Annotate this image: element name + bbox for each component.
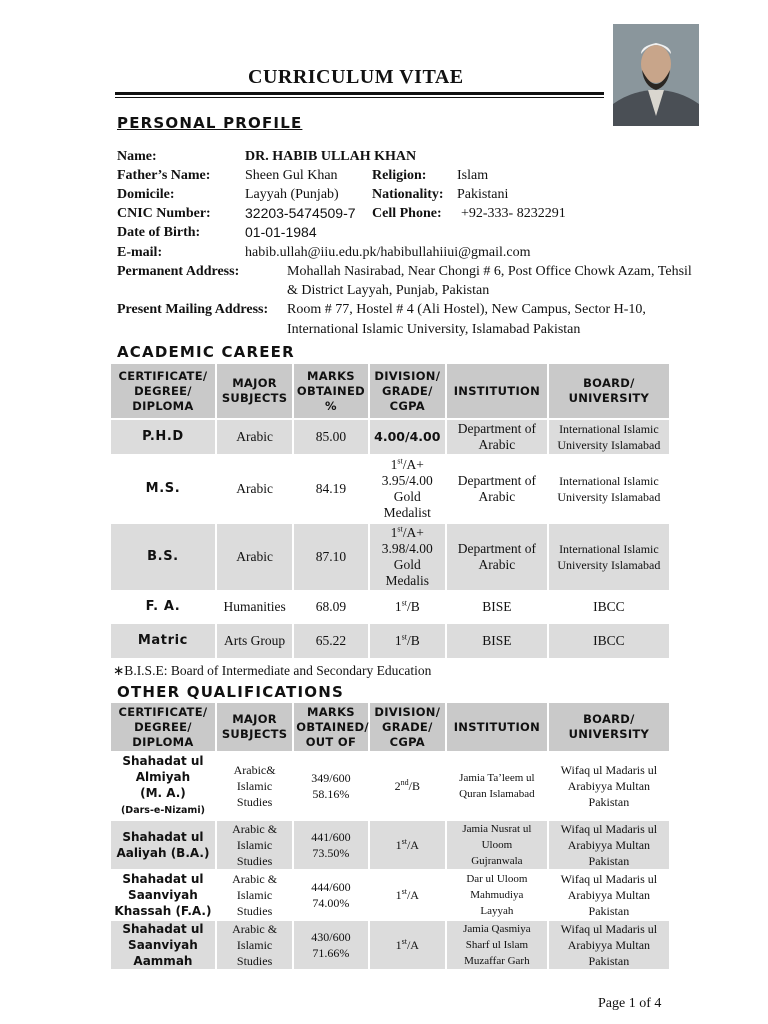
religion-value: Islam [457,168,489,183]
grade-cell: 1st/A [370,921,445,969]
title-divider [115,92,604,95]
marks-cell: 430/600 71.66% [294,921,367,969]
institution-cell: Jamia Qasmiya Sharf ul Islam Muzaffar Garh [447,921,547,969]
table-row [111,456,669,522]
degree-cell: Shahadat ul Saanviyah Aammah [111,921,215,969]
subject-cell: Arabic [217,420,292,454]
table-row [111,921,669,969]
marks-cell: 85.00 [294,420,367,454]
institution-cell: BISE [447,624,547,658]
subject-cell: Arabic [217,524,292,590]
table-row [111,624,669,658]
board-cell: Wifaq ul Madaris ul Arabiyya Multan Pakistan [560,872,658,918]
marks-cell: 441/600 73.50% [294,821,367,869]
col-board: BOARD/ UNIVERSITY [549,364,669,418]
permanent-address-line2: & District Layyah, Punjab, Pakistan [287,283,490,298]
col-institution: INSTITUTION [447,703,547,751]
grade-cell: 1st/A [370,821,445,869]
board-cell: International Islamic University Islamabad [549,420,669,454]
board-cell: Wifaq ul Madaris ul Arabiyya Multan Pakistan [560,763,658,809]
board-cell: IBCC [593,599,625,614]
dob-label: Date of Birth: [117,225,201,240]
email-label: E-mail: [117,245,163,260]
col-subjects: MAJOR SUBJECTS [217,703,292,751]
table-row [111,753,669,819]
other-header-row [111,703,669,751]
board-cell: International Islamic University Islamabad [557,474,661,504]
col-certificate: CERTIFICATE/ DEGREE/ DIPLOMA [111,364,215,418]
degree-cell: Shahadat ul Saanviyah Khassah (F.A.) [114,872,212,918]
degree-note: (Dars-e-Nizami) [120,805,205,816]
domicile-value: Layyah (Punjab) [245,187,339,202]
institution-cell: Dar ul Uloom Mahmudiya Layyah [466,873,528,917]
col-division: DIVISION/ GRADE/ CGPA [370,703,445,751]
col-marks: MARKS OBTAINED % [294,364,367,418]
board-cell: Wifaq ul Madaris ul Arabiyya Multan Pakistan [549,821,669,869]
grade-cell: 1st/B [394,598,420,614]
board-cell: IBCC [549,624,669,658]
other-qualifications-table [109,701,671,971]
present-address-line1: Room # 77, Hostel # 4 (Ali Hostel), New Campus, Sector H-10, [287,302,646,317]
marks-cell: 68.09 [315,599,347,614]
father-value: Sheen Gul Khan [245,168,338,183]
degree-cell: B.S. [111,524,215,590]
degree-cell: F. A. [145,599,181,614]
subject-cell: Arts Group [217,624,292,658]
name-row [117,147,157,166]
permanent-address-label: Permanent Address: [117,264,240,279]
section-other-qualifications: OTHER QUALIFICATIONS [117,683,344,701]
subject-cell: Arabic& Islamic Studies [233,763,276,809]
father-label: Father’s Name: [117,168,211,183]
grade-cell: 1st/A+ 3.98/4.00 Gold Medalis [370,524,445,590]
grade-cell: 1st/B [370,624,445,658]
subject-cell: Arabic & Islamic Studies [217,921,292,969]
cnic-label: CNIC Number: [117,206,211,221]
degree-cell: M.S. [145,481,181,496]
degree-cell: Matric [111,624,215,658]
grade-cell: 4.00/4.00 [370,420,445,454]
marks-cell: 349/600 58.16% [311,771,351,801]
table-row [111,821,669,869]
table-row [111,871,669,919]
institution-cell: Jamia Ta’leem ul Quran Islamabad [459,772,535,800]
grade-cell: 2nd/B [394,778,420,793]
col-institution: INSTITUTION [447,364,547,418]
col-board: BOARD/ UNIVERSITY [549,703,669,751]
subject-cell: Humanities [223,599,286,614]
grade-cell: 1st/A+ 3.95/4.00 Gold Medalist [381,456,433,520]
subject-cell: Arabic & Islamic Studies [217,821,292,869]
degree-cell: P.H.D [111,420,215,454]
table-row [111,524,669,590]
phone-value: +92-333- 8232291 [461,206,566,221]
present-address-line2: International Islamic University, Islamabad Pakistan [287,322,581,337]
col-certificate: CERTIFICATE/ DEGREE/ DIPLOMA [111,703,215,751]
nationality-value: Pakistani [457,187,509,202]
domicile-label: Domicile: [117,187,175,202]
marks-cell: 444/600 74.00% [311,880,351,910]
board-cell: Wifaq ul Madaris ul Arabiyya Multan Pakistan [549,921,669,969]
degree-cell: Shahadat ul Aaliyah (B.A.) [111,821,215,869]
marks-cell: 87.10 [294,524,367,590]
name-value: DR. HABIB ULLAH KHAN [245,149,417,164]
col-subjects: MAJOR SUBJECTS [217,364,292,418]
academic-table [109,362,671,660]
marks-cell: 84.19 [315,481,347,496]
col-marks: MARKS OBTAINED/ OUT OF [294,703,367,751]
footnote: ∗B.I.S.E: Board of Intermediate and Secondary Education [113,663,432,678]
institution-cell: Department of Arabic [457,473,537,504]
name-label: Name: [117,149,157,164]
section-personal-profile: PERSONAL PROFILE [117,114,303,132]
page-number: Page 1 of 4 [598,996,662,1011]
title-divider-thin [115,97,604,98]
cnic-value: 32203-5474509-7 [245,205,356,221]
table-row [111,420,669,454]
page-title: CURRICULUM VITAE [248,66,464,88]
institution-cell: Department of Arabic [447,524,547,590]
email-value: habib.ullah@iiu.edu.pk/habibullahiiui@gmail.com [245,245,531,260]
permanent-address-line1: Mohallah Nasirabad, Near Chongi # 6, Post Office Chowk Azam, Tehsil [287,264,692,279]
institution-cell: Jamia Nusrat ul Uloom Gujranwala [447,821,547,869]
profile-photo [613,24,699,126]
institution-cell: BISE [482,599,512,614]
dob-value: 01-01-1984 [245,224,317,240]
academic-header-row [111,364,669,418]
present-address-label: Present Mailing Address: [117,302,269,317]
institution-cell: Department of Arabic [447,420,547,454]
phone-label: Cell Phone: [372,206,442,221]
grade-cell: 1st/A [395,887,419,902]
subject-cell: Arabic [236,481,273,496]
degree-cell: Shahadat ul Almiyah (M. A.) (Dars-e-Nizami) [120,754,205,816]
religion-label: Religion: [372,168,427,183]
marks-cell: 65.22 [294,624,367,658]
nationality-label: Nationality: [372,187,444,202]
table-row [111,592,669,622]
subject-cell: Arabic & Islamic Studies [232,872,278,918]
section-academic-career: ACADEMIC CAREER [117,343,295,361]
col-division: DIVISION/ GRADE/ CGPA [370,364,445,418]
board-cell: International Islamic University Islamabad [549,524,669,590]
